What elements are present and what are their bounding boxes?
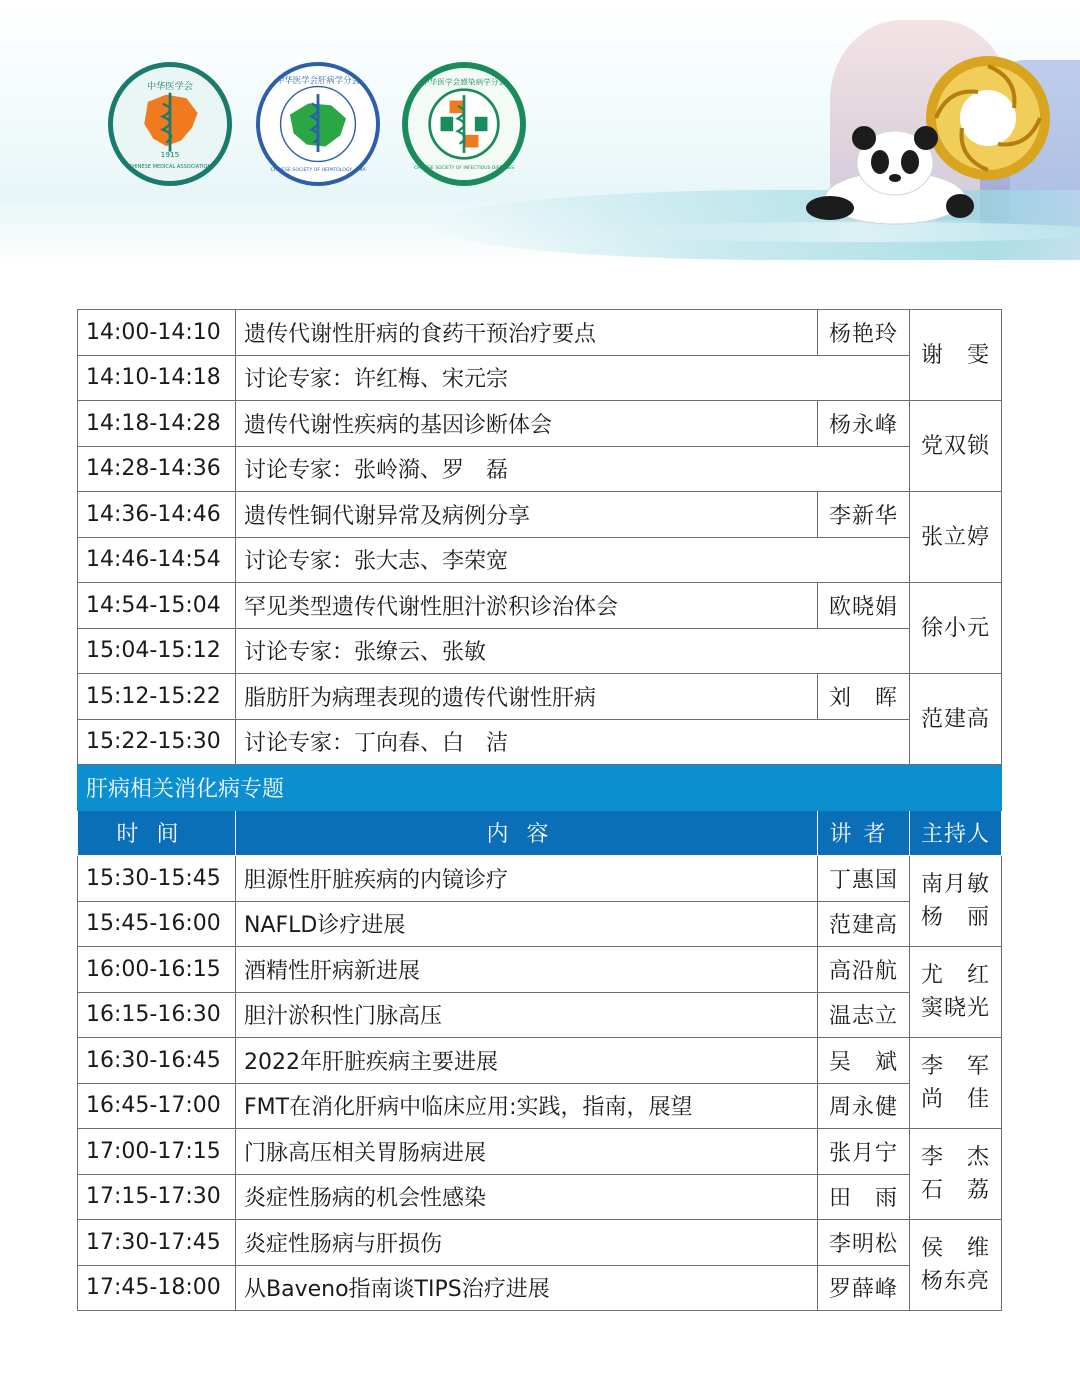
header-banner (0, 0, 1080, 265)
table-row (78, 992, 1002, 1038)
time-cell: 16:00-16:15 (78, 947, 236, 993)
speaker-cell: 高沿航 (818, 947, 910, 993)
column-header-row (78, 810, 1002, 856)
time-cell: 16:30-16:45 (78, 1038, 236, 1084)
cma-logo-year: 1915 (160, 150, 180, 160)
infectious-diseases-society-logo (402, 62, 526, 186)
table-row (78, 719, 1002, 765)
infectious-logo-en: CHINESE SOCIETY OF INFECTIOUS DISEASES (414, 166, 514, 172)
topic-cell: 脂肪肝为病理表现的遗传代谢性肝病 (236, 674, 818, 720)
section-header (78, 765, 1002, 856)
time-cell: 17:15-17:30 (78, 1174, 236, 1220)
table-row (78, 674, 1002, 720)
hepatology-logo-en: CHINESE SOCIETY OF HEPATOLOGY, CMA (270, 167, 366, 173)
hepatology-logo-cn: 中华医学会肝病学分会 (275, 74, 361, 85)
topic-cell: 酒精性肝病新进展 (236, 947, 818, 993)
host-cell: 范建高 (910, 674, 1002, 765)
table-row (78, 537, 1002, 583)
header-content: 内容 (236, 810, 818, 856)
time-cell: 15:45-16:00 (78, 901, 236, 947)
time-cell: 14:10-14:18 (78, 355, 236, 401)
time-cell: 14:36-14:46 (78, 492, 236, 538)
host-cell (910, 1038, 1002, 1129)
time-cell: 16:45-17:00 (78, 1083, 236, 1129)
topic-cell: NAFLD诊疗进展 (236, 901, 818, 947)
speaker-cell: 李新华 (818, 492, 910, 538)
discussion-cell: 讨论专家：丁向春、白 洁 (236, 719, 910, 765)
speaker-cell: 田 雨 (818, 1174, 910, 1220)
header-speaker: 讲者 (818, 810, 910, 856)
table-row (78, 1129, 1002, 1175)
discussion-cell: 讨论专家：张缭云、张敏 (236, 628, 910, 674)
host-cell: 徐小元 (910, 583, 1002, 674)
time-cell: 14:18-14:28 (78, 401, 236, 447)
section-title: 肝病相关消化病专题 (78, 765, 1002, 811)
schedule-table (77, 309, 1002, 1311)
time-cell: 15:30-15:45 (78, 856, 236, 902)
host-cell: 党双锁 (910, 401, 1002, 492)
host-name: 侯 维 (920, 1236, 990, 1261)
time-cell: 14:46-14:54 (78, 537, 236, 583)
topic-cell: 罕见类型遗传代谢性胆汁淤积诊治体会 (236, 583, 818, 629)
speaker-cell: 刘 晖 (818, 674, 910, 720)
host-name: 窦晓光 (920, 996, 990, 1021)
speaker-cell: 杨艳玲 (818, 310, 910, 356)
panda-mascot-illustration (800, 118, 975, 228)
table-row (78, 1220, 1002, 1266)
host-cell (910, 1220, 1002, 1311)
time-cell: 17:00-17:15 (78, 1129, 236, 1175)
time-cell: 15:12-15:22 (78, 674, 236, 720)
speaker-cell: 吴 斌 (818, 1038, 910, 1084)
topic-cell: 遗传代谢性肝病的食药干预治疗要点 (236, 310, 818, 356)
host-cell (910, 947, 1002, 1038)
host-cell: 张立婷 (910, 492, 1002, 583)
topic-cell: 遗传代谢性疾病的基因诊断体会 (236, 401, 818, 447)
table-row (78, 401, 1002, 447)
table-row (78, 355, 1002, 401)
cma-logo (108, 62, 232, 186)
header-time: 时间 (78, 810, 236, 856)
topic-cell: FMT在消化肝病中临床应用:实践，指南，展望 (236, 1083, 818, 1129)
speaker-cell: 丁惠国 (818, 856, 910, 902)
table-row (78, 583, 1002, 629)
speaker-cell: 杨永峰 (818, 401, 910, 447)
host-name: 石 荔 (920, 1178, 990, 1203)
time-cell: 16:15-16:30 (78, 992, 236, 1038)
table-row (78, 1038, 1002, 1084)
topic-cell: 炎症性肠病与肝损伤 (236, 1220, 818, 1266)
table-row (78, 446, 1002, 492)
table-row (78, 1083, 1002, 1129)
time-cell: 14:28-14:36 (78, 446, 236, 492)
topic-cell: 门脉高压相关胃肠病进展 (236, 1129, 818, 1175)
hepatology-society-logo (256, 62, 380, 186)
cma-logo-en: CHINESE MEDICAL ASSOCIATION (128, 164, 212, 171)
table-row (78, 947, 1002, 993)
host-cell (910, 1129, 1002, 1220)
topic-cell: 胆汁淤积性门脉高压 (236, 992, 818, 1038)
topic-cell: 2022年肝脏疾病主要进展 (236, 1038, 818, 1084)
host-name: 李 军 (920, 1054, 990, 1079)
time-cell: 14:54-15:04 (78, 583, 236, 629)
speaker-cell: 罗薛峰 (818, 1265, 910, 1311)
table-row (78, 1174, 1002, 1220)
speaker-cell: 周永健 (818, 1083, 910, 1129)
speaker-cell: 温志立 (818, 992, 910, 1038)
topic-cell: 从Baveno指南谈TIPS治疗进展 (236, 1265, 818, 1311)
host-cell (910, 856, 1002, 947)
time-cell: 14:00-14:10 (78, 310, 236, 356)
time-cell: 15:04-15:12 (78, 628, 236, 674)
infectious-logo-cn: 中华医学会感染病学分会 (421, 77, 507, 87)
host-name: 杨 丽 (920, 905, 990, 930)
time-cell: 17:30-17:45 (78, 1220, 236, 1266)
host-name: 尚 佳 (920, 1087, 990, 1112)
time-cell: 15:22-15:30 (78, 719, 236, 765)
section-row (78, 765, 1002, 811)
header-host: 主持人 (910, 810, 1002, 856)
topic-cell: 胆源性肝脏疾病的内镜诊疗 (236, 856, 818, 902)
table-row (78, 1265, 1002, 1311)
table-row (78, 856, 1002, 902)
time-cell: 17:45-18:00 (78, 1265, 236, 1311)
topic-cell: 遗传性铜代谢异常及病例分享 (236, 492, 818, 538)
schedule-part2 (78, 856, 1002, 1311)
host-name: 尤 红 (920, 963, 990, 988)
speaker-cell: 张月宁 (818, 1129, 910, 1175)
speaker-cell: 欧晓娟 (818, 583, 910, 629)
table-row (78, 901, 1002, 947)
host-name: 杨东亮 (920, 1269, 990, 1294)
host-cell: 谢 雯 (910, 310, 1002, 401)
discussion-cell: 讨论专家：张岭漪、罗 磊 (236, 446, 910, 492)
table-row (78, 492, 1002, 538)
discussion-cell: 讨论专家：张大志、李荣宽 (236, 537, 910, 583)
cma-logo-cn: 中华医学会 (147, 81, 193, 93)
host-name: 南月敏 (920, 872, 990, 897)
discussion-cell: 讨论专家：许红梅、宋元宗 (236, 355, 910, 401)
table-row (78, 628, 1002, 674)
schedule-part1 (78, 310, 1002, 765)
speaker-cell: 范建高 (818, 901, 910, 947)
topic-cell: 炎症性肠病的机会性感染 (236, 1174, 818, 1220)
table-row (78, 310, 1002, 356)
host-name: 李 杰 (920, 1145, 990, 1170)
speaker-cell: 李明松 (818, 1220, 910, 1266)
